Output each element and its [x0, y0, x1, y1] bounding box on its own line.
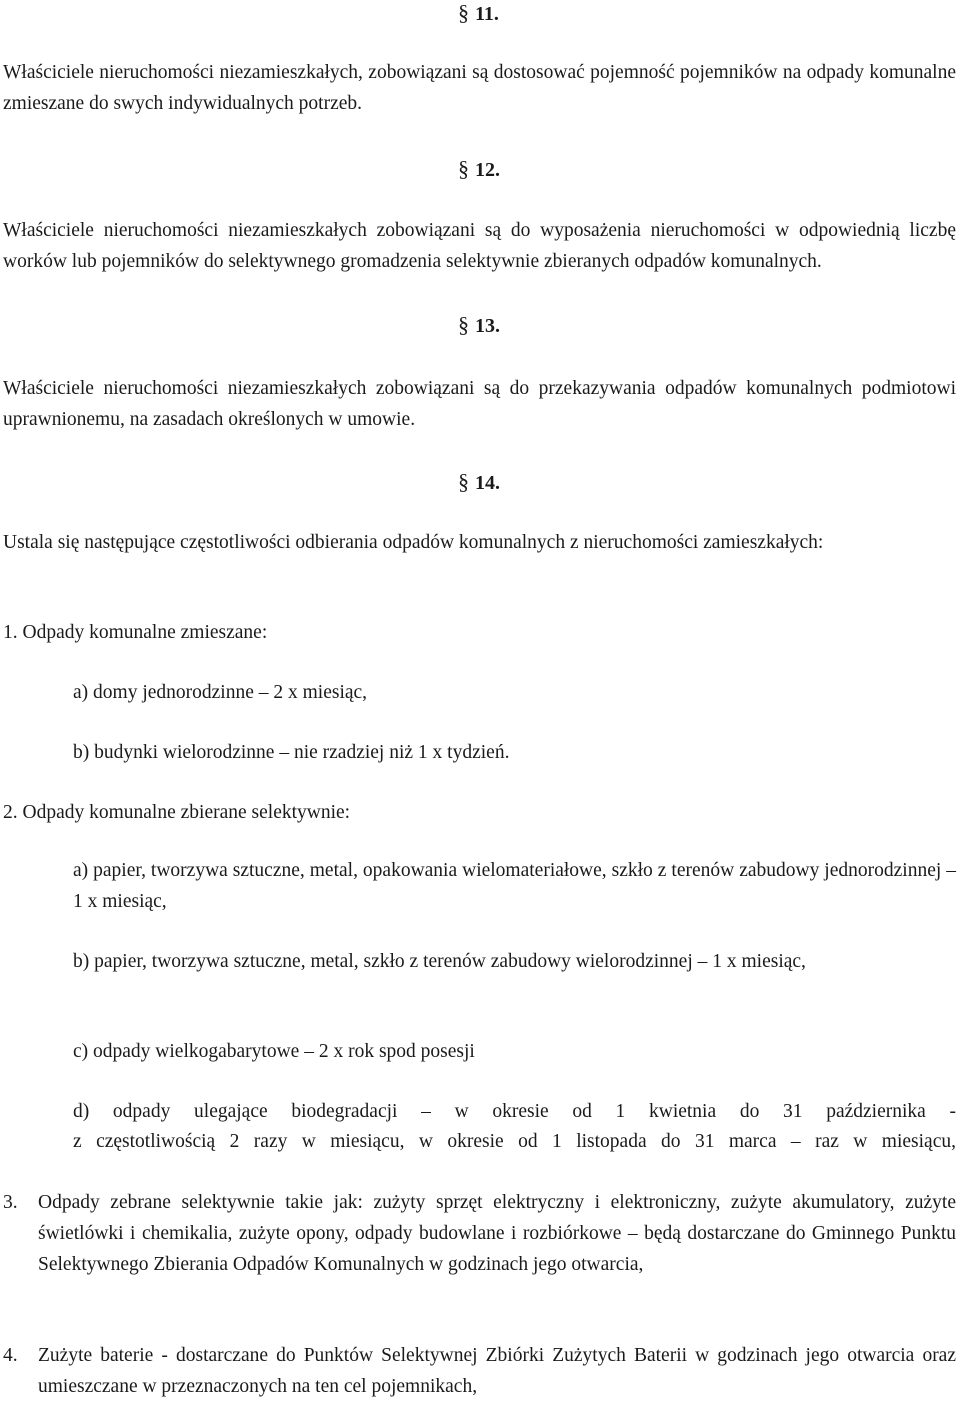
item-4-text: Zużyte baterie - dostarczane do Punktów Selektywnej Zbiórki Zużytych Baterii w godzinach jego otwarcia oraz umieszczane w przeznaczonych na ten cel pojemnikach, [38, 1345, 956, 1397]
item-2d-line2: z częstotliwością 2 razy w miesiącu, w okresie od 1 listopada do 31 marca – raz w miesiącu, [73, 1131, 956, 1152]
section-11-heading [458, 0, 499, 30]
item-3-number: 3. [3, 1192, 18, 1213]
section-sign: § [458, 0, 469, 25]
item-3-text: Odpady zebrane selektywnie takie jak: zużyty sprzęt elektryczny i elektroniczny, zużyte akumulatory, zużyte świetlówki i chemikalia, zużyte opony, odpady budowlane i rozbiórkowe – będą dostarczane do Gminnego Punktu Selektywnego Zbierania Odpadów Komunalnych w godzinach jego otwarcia, [38, 1192, 956, 1275]
item-1a: a) domy jednorodzinne – 2 x miesiąc, [73, 682, 368, 703]
section-number: 13. [475, 315, 500, 337]
section-11-paragraph: Właściciele nieruchomości niezamieszkałych, zobowiązani są dostosować pojemność pojemników na odpady komunalne zmieszane do swych indywidualnych potrzeb. [3, 62, 956, 114]
section-13-paragraph: Właściciele nieruchomości niezamieszkałych zobowiązani są do przekazywania odpadów komunalnych podmiotowi uprawnionemu, na zasadach określonych w umowie. [3, 378, 956, 430]
section-12-paragraph: Właściciele nieruchomości niezamieszkałych zobowiązani są do wyposażenia nieruchomości w odpowiednią liczbę worków lub pojemników do selektywnego gromadzenia selektywnie zbieranych odpadów komunalnych. [3, 220, 956, 272]
section-sign: § [458, 312, 469, 337]
item-1-title: 1. Odpady komunalne zmieszane: [3, 622, 268, 643]
section-number: 11. [475, 3, 499, 25]
section-12-heading [458, 153, 500, 186]
item-2-title: 2. Odpady komunalne zbierane selektywnie: [3, 802, 351, 823]
section-number: 12. [475, 159, 500, 181]
section-14-intro: Ustala się następujące częstotliwości odbierania odpadów komunalnych z nieruchomości zamieszkałych: [3, 532, 824, 553]
section-sign: § [458, 156, 469, 181]
item-2a: a) papier, tworzywa sztuczne, metal, opakowania wielomateriałowe, szkło z terenów zabudowy jednorodzinnej – 1 x miesiąc, [73, 860, 956, 912]
item-2d-line1: d) odpady ulegające biodegradacji – w okresie od 1 kwietnia do 31 października - [73, 1101, 956, 1122]
section-13-heading [458, 309, 500, 342]
item-1b: b) budynki wielorodzinne – nie rzadziej niż 1 x tydzień. [73, 742, 510, 763]
section-14-heading [458, 466, 500, 499]
item-2c: c) odpady wielkogabarytowe – 2 x rok spod posesji [73, 1041, 475, 1062]
item-2b: b) papier, tworzywa sztuczne, metal, szkło z terenów zabudowy wielorodzinnej – 1 x miesiąc, [73, 951, 806, 972]
section-sign: § [458, 469, 469, 494]
item-4-number: 4. [3, 1345, 18, 1366]
section-number: 14. [475, 472, 500, 494]
